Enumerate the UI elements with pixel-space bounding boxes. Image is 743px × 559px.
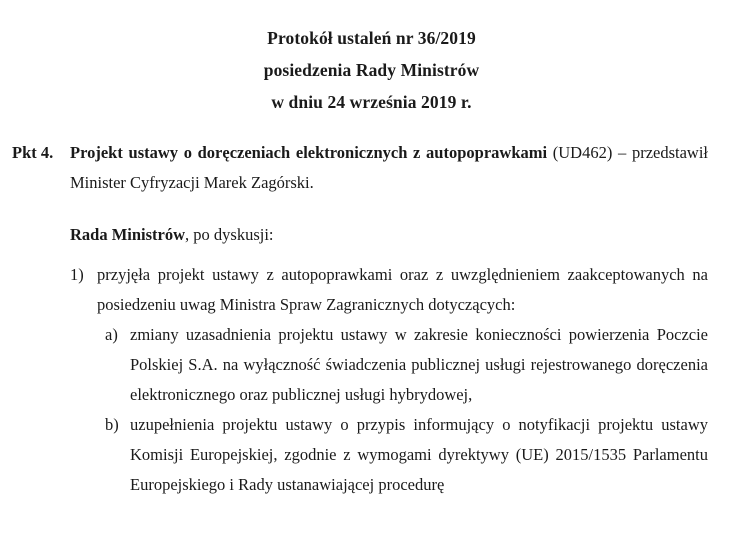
point-presenter-line: przedstawił Minister Cyfryzacji Marek Zagórski. <box>70 143 709 192</box>
title-line-2: posiedzenia Rady Ministrów <box>263 60 480 80</box>
title-line-1: Protokół ustaleń nr 36/2019 <box>267 28 476 48</box>
lead-in-regular: , po dyskusji: <box>185 225 274 244</box>
point-heading-row <box>12 138 708 198</box>
numbered-item-text: przyjęła projekt ustawy z autopoprawkami oraz z uwzględnieniem zaakceptowanych na posiedzeniu uwag Ministra Spraw Zagranicznych dotyczących: <box>97 265 708 314</box>
numbered-item-marker: 1) <box>70 265 84 284</box>
lead-in-bold: Rada Ministrów <box>70 225 186 244</box>
document-title-block <box>0 0 743 118</box>
numbered-list-item <box>70 260 708 320</box>
lettered-item-text-b: uzupełnienia projektu ustawy o przypis informujący o notyfikacji projektu ustawy Komisji Europejskiej, zgodnie z wymogami dyrektywy (UE) 2015/1535 Parlamentu Europejskiego i Rady ustanawiającej procedurę <box>130 415 708 494</box>
point-heading-text <box>70 138 708 198</box>
lettered-list-item <box>105 410 708 500</box>
lettered-item-marker-a: a) <box>105 325 118 344</box>
lettered-list-item <box>105 320 708 410</box>
point-marker: Pkt 4. <box>12 143 54 162</box>
lettered-item-marker-b: b) <box>105 415 119 434</box>
point-title-regular: (UD462) – <box>547 143 627 162</box>
point-title-bold: Projekt ustawy o doręczeniach elektronicznych z autopoprawkami <box>70 143 548 162</box>
lettered-sub-list <box>70 320 708 500</box>
numbered-list <box>0 260 743 500</box>
lettered-item-text-a: zmiany uzasadnienia projektu ustawy w zakresie konieczności powierzenia Poczcie Polskiej S.A. na wyłączność świadczenia publicznej usługi rejestrowanego doręczenia elektronicznego oraz publicznej usługi hybrydowej, <box>130 325 708 404</box>
lead-in-paragraph <box>0 220 743 250</box>
point-block <box>0 138 743 198</box>
title-line-3: w dniu 24 września 2019 r. <box>271 92 472 112</box>
